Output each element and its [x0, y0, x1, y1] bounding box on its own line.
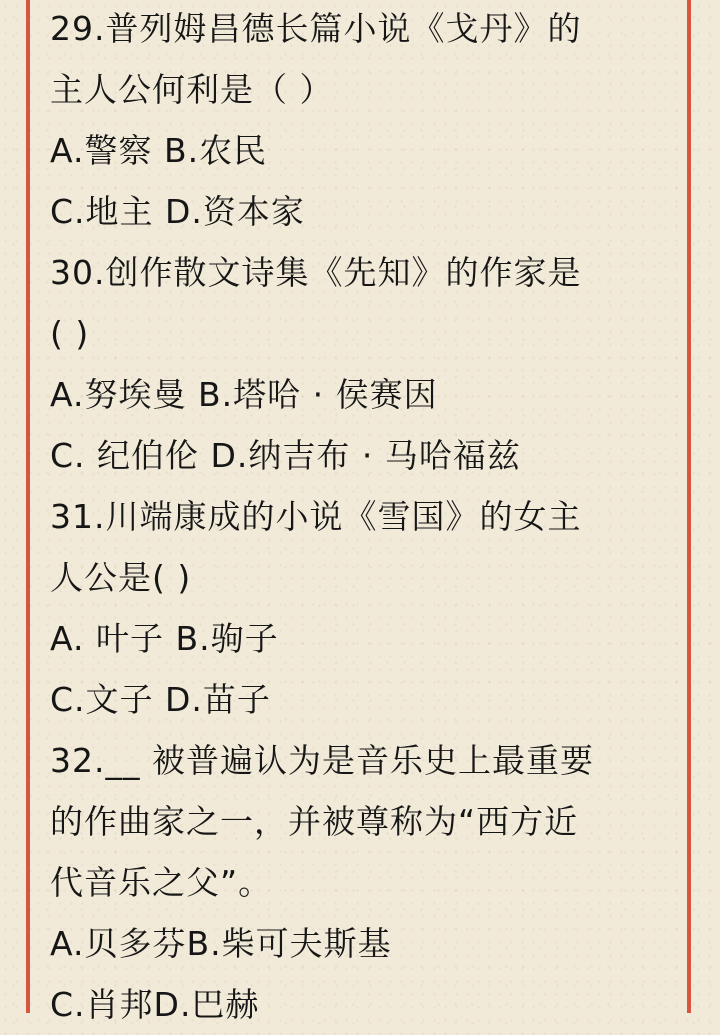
question-29-line-2: 主人公何利是（ ）: [50, 70, 334, 109]
question-31-line-2: 人公是( ): [50, 558, 192, 597]
question-30-line-2: ( ): [50, 314, 90, 353]
question-32-options-cd: C.肖邦D.巴赫: [50, 985, 260, 1024]
right-red-border: [687, 0, 691, 1013]
question-29-options-ab: A.警察 B.农民: [50, 131, 268, 170]
question-29-line-1: 29.普列姆昌德长篇小说《戈丹》的: [50, 9, 582, 48]
question-30-options-cd: C. 纪伯伦 D.纳吉布 · 马哈福兹: [50, 436, 521, 475]
question-31-options-ab: A. 叶子 B.驹子: [50, 619, 279, 658]
left-red-border: [26, 0, 30, 1013]
question-31-options-cd: C.文子 D.苗子: [50, 680, 271, 719]
quiz-content: [50, 0, 680, 1035]
question-32-line-3: 代音乐之父”。: [50, 863, 273, 902]
question-30-options-ab: A.努埃曼 B.塔哈 · 侯赛因: [50, 375, 438, 414]
question-29-options-cd: C.地主 D.资本家: [50, 192, 305, 231]
question-32-options-ab: A.贝多芬B.柴可夫斯基: [50, 924, 392, 963]
question-30-line-1: 30.创作散文诗集《先知》的作家是: [50, 253, 582, 292]
question-31-line-1: 31.川端康成的小说《雪国》的女主: [50, 497, 582, 536]
question-32-line-1: 32.__ 被普遍认为是音乐史上最重要: [50, 741, 594, 780]
question-32-line-2: 的作曲家之一，并被尊称为“西方近: [50, 802, 579, 841]
